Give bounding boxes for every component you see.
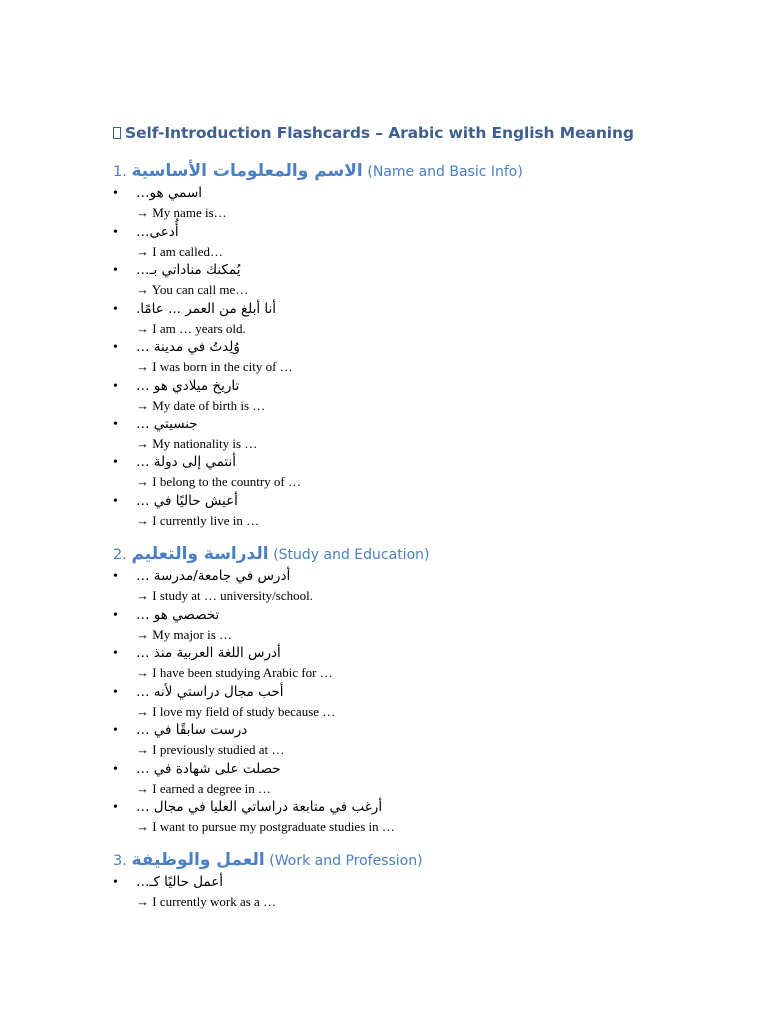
bullet-icon: • [113,302,118,317]
arabic-phrase: يُمكنك مناداتي بـ… [136,262,241,278]
bullet-icon: • [113,685,118,700]
arabic-phrase: أرغب في متابعة دراساتي العليا في مجال … [136,799,383,815]
bullet-icon: • [113,186,118,201]
arabic-phrase: جنسيتي … [136,416,198,432]
arabic-phrase: أنتمي إلى دولة … [136,454,237,470]
bullet-icon: • [113,263,118,278]
english-meaning: → My date of birth is … [136,398,266,413]
bullet-icon: • [113,762,118,777]
english-meaning: → I study at … university/school. [136,588,313,603]
section-arabic-title: العمل والوظيفة [131,850,265,870]
bullet-icon: • [113,608,118,623]
english-meaning: → I was born in the city of … [136,359,293,374]
document-title-text: Self-Introduction Flashcards – Arabic with English Meaning [125,124,634,142]
english-meaning: → I belong to the country of … [136,474,301,489]
english-meaning: → My nationality is … [136,436,258,451]
english-meaning: → I earned a degree in … [136,781,271,796]
bullet-icon: • [113,379,118,394]
arabic-phrase: اسمي هو… [136,185,203,201]
arabic-phrase: أدرس في جامعة/مدرسة … [136,568,291,584]
english-meaning: → I am called… [136,244,223,259]
english-meaning: → You can call me… [136,282,249,297]
arabic-phrase: أحب مجال دراستي لأنه … [136,684,284,700]
english-meaning: → I have been studying Arabic for … [136,665,333,680]
section-number: 2. [113,547,127,563]
bullet-icon: • [113,875,118,890]
section-number: 3. [113,853,127,869]
english-meaning: → I want to pursue my postgraduate studies in … [136,819,395,834]
section-english-title: (Name and Basic Info) [367,164,523,180]
section-arabic-title: الاسم والمعلومات الأساسية [131,161,363,181]
bullet-icon: • [113,455,118,470]
arabic-phrase: درست سابقًا في … [136,722,248,738]
arabic-phrase: تاريخ ميلادي هو … [136,378,240,394]
section-heading-name-basic-info [113,161,523,181]
square-box-icon [113,127,121,139]
arabic-phrase: وُلِدتُ في مدينة … [136,339,240,355]
section-english-title: (Work and Profession) [269,853,423,869]
english-meaning: → I currently work as a … [136,894,277,909]
arabic-phrase: أُدعى… [136,224,179,240]
english-meaning: → My name is… [136,205,227,220]
bullet-icon: • [113,340,118,355]
bullet-icon: • [113,646,118,661]
arabic-phrase: أعمل حاليًا كـ… [136,874,224,890]
bullet-icon: • [113,800,118,815]
english-meaning: → I currently live in … [136,513,260,528]
arabic-phrase: أعيش حاليًا في … [136,493,238,509]
section-arabic-title: الدراسة والتعليم [131,544,269,564]
arabic-phrase: أنا أبلغ من العمر ... عامًا. [136,301,277,317]
english-meaning: → I previously studied at … [136,742,285,757]
arabic-phrase: أدرس اللغة العربية منذ … [136,645,281,661]
english-meaning: → I am … years old. [136,321,246,336]
section-heading-study-education [113,544,429,564]
bullet-icon: • [113,417,118,432]
section-number: 1. [113,164,127,180]
english-meaning: → My major is … [136,627,233,642]
document-title [113,124,634,142]
arabic-phrase: حصلت على شهادة في … [136,761,281,777]
bullet-icon: • [113,225,118,240]
bullet-icon: • [113,494,118,509]
arabic-phrase: تخصصي هو … [136,607,220,623]
section-english-title: (Study and Education) [273,547,430,563]
english-meaning: → I love my field of study because … [136,704,336,719]
bullet-icon: • [113,569,118,584]
section-heading-work-profession [113,850,423,870]
bullet-icon: • [113,723,118,738]
